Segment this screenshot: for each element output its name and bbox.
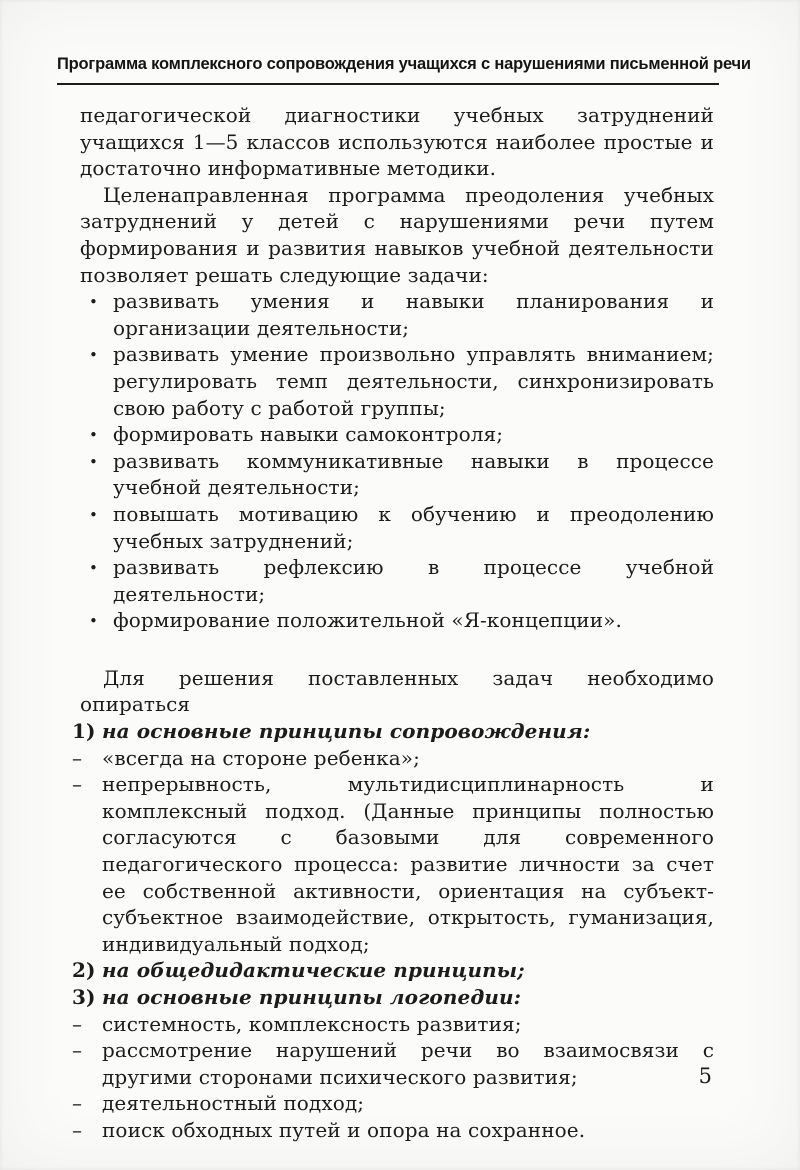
bullet-marker: • xyxy=(89,612,98,631)
block-text: повышать мотивацию к обучению и преодолению учебных затруднений; xyxy=(113,501,714,553)
dash-item xyxy=(72,745,714,772)
bullet-item xyxy=(80,341,714,421)
page-number: 5 xyxy=(698,1064,712,1088)
dash-marker: – xyxy=(72,1011,83,1036)
block-text: Целенаправленная программа преодоления учебных затруднений у детей с нарушениями речи путем формирования и развития навыков учебной деятельности позволяет решать следующие задачи: xyxy=(80,182,714,287)
block-text: на основные принципы сопровождения: xyxy=(102,719,591,744)
running-head-title: Программа комплексного сопровождения учащихся с нарушениями письменной речи xyxy=(57,55,751,73)
block-text: непрерывность, мультидисциплинарность и комплексный подход. (Данные принципы полностью согласуются с базовыми для современного педагогического процесса: развитие личности за счет ее собственной активности, ориентация на субъект-субъектное взаимодействие, открытость, гуманизация, индивидуальный подход; xyxy=(102,772,714,956)
header-rule xyxy=(57,83,719,85)
dash-marker: – xyxy=(72,1117,83,1142)
block-text: формирование положительной «Я-концепции». xyxy=(113,608,622,633)
dash-marker: – xyxy=(72,1038,83,1063)
bullet-marker: • xyxy=(89,346,98,365)
dash-marker: – xyxy=(72,1091,83,1116)
paragraph xyxy=(80,182,714,288)
item-number: 2) xyxy=(72,958,96,983)
block-text: Для решения поставленных задач необходимо опираться xyxy=(80,665,714,717)
bullet-item xyxy=(80,501,714,554)
bullet-item xyxy=(80,448,714,501)
block-text: развивать рефлексию в процессе учебной деятельности; xyxy=(113,555,714,606)
block-text: педагогической диагностики учебных затруднений учащихся 1—5 классов используются наиболее простые и достаточно информативные методики. xyxy=(80,103,714,181)
bullet-marker: • xyxy=(89,452,98,471)
block-text: развивать умение произвольно управлять вниманием; регулировать темп деятельности, синхронизировать свою работу с работой группы; xyxy=(113,342,714,420)
dash-item xyxy=(72,1011,714,1038)
numbered-item xyxy=(72,957,714,984)
item-number: 3) xyxy=(72,985,96,1009)
numbered-item xyxy=(72,718,714,745)
block-text: развивать коммуникативные навыки в процессе учебной деятельности; xyxy=(113,448,714,500)
page-header xyxy=(57,54,751,85)
dash-marker: – xyxy=(72,772,83,797)
dash-item xyxy=(72,771,714,957)
block-text: поиск обходных путей и опора на сохранное. xyxy=(102,1117,586,1142)
bullet-item xyxy=(80,421,714,448)
block-text: «всегда на стороне ребенка»; xyxy=(102,745,420,770)
bullet-item xyxy=(80,288,714,341)
paragraph xyxy=(80,102,714,182)
dash-item xyxy=(72,1117,714,1144)
block-text: развивать умения и навыки планирования и организации деятельности; xyxy=(113,289,714,340)
bullet-item xyxy=(80,554,714,607)
dash-item xyxy=(72,1090,714,1117)
dash-marker: – xyxy=(72,745,83,770)
numbered-item xyxy=(72,984,714,1011)
item-number: 1) xyxy=(72,719,96,744)
text-column xyxy=(72,102,714,1144)
block-text: на общедидактические принципы; xyxy=(102,958,525,983)
block-text: системность, комплексность развития; xyxy=(102,1011,522,1036)
block-text: на основные принципы логопедии: xyxy=(102,985,522,1009)
block-text: рассмотрение нарушений речи во взаимосвязи с другими сторонами психического развития; xyxy=(102,1038,714,1089)
bullet-marker: • xyxy=(89,426,98,445)
bullet-marker: • xyxy=(89,505,98,524)
bullet-marker: • xyxy=(89,559,98,578)
block-text: деятельностный подход; xyxy=(102,1091,365,1116)
block-text: формировать навыки самоконтроля; xyxy=(113,422,504,447)
bullet-marker: • xyxy=(89,293,98,312)
bullet-item xyxy=(80,607,714,634)
paragraph xyxy=(80,665,714,718)
